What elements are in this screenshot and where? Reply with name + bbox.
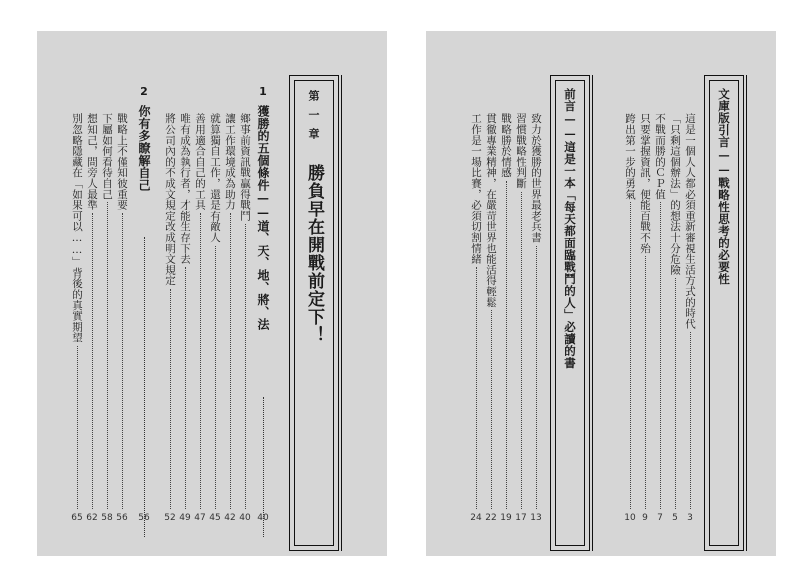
toc-entry[interactable] bbox=[500, 113, 512, 511]
toc-entry-text: 習慣戰略性判斷 bbox=[515, 113, 527, 189]
left-page bbox=[37, 31, 387, 556]
toc-entry-text: 將公司內的不成文規定改成明文規定 bbox=[164, 113, 176, 286]
toc-entry-text: 唯有成為執行者，才能生存下去 bbox=[179, 113, 191, 265]
dot-leader bbox=[506, 181, 507, 509]
dot-leader bbox=[690, 332, 691, 509]
toc-entry-text: 貫徹專業精神，在嚴苛世界也能活得輕鬆 bbox=[485, 113, 497, 308]
toc-entry[interactable] bbox=[209, 113, 221, 511]
toc-entry-page: 62 bbox=[86, 513, 98, 523]
toc-entry[interactable] bbox=[654, 113, 666, 511]
toc-entry-page: 65 bbox=[71, 513, 83, 523]
dot-leader bbox=[122, 213, 123, 509]
toc-entry-page: 10 bbox=[624, 513, 636, 523]
toc-entry-text: 致力於獲勝的世界最老兵書 bbox=[530, 113, 542, 243]
toc-entry-page: 56 bbox=[116, 513, 128, 523]
toc-entry-page: 19 bbox=[500, 513, 512, 523]
toc-entry[interactable] bbox=[101, 113, 113, 511]
dot-leader bbox=[170, 289, 171, 509]
dot-leader bbox=[245, 224, 246, 509]
right-page bbox=[426, 31, 776, 556]
toc-entry[interactable] bbox=[194, 113, 206, 511]
toc-entry-page: 42 bbox=[224, 513, 236, 523]
toc-entry-page: 49 bbox=[179, 513, 191, 523]
toc-entry-text: 別忽略隱藏在「如果可以……」背後的真實期望 bbox=[71, 113, 83, 343]
section-heading: 前言——這是一本「每天都面臨戰鬥的人」必讀的書 bbox=[563, 88, 577, 369]
toc-entry[interactable] bbox=[669, 113, 681, 511]
toc-entry-page: 17 bbox=[515, 513, 527, 523]
dot-leader bbox=[77, 346, 78, 509]
toc-entry-page: 52 bbox=[164, 513, 176, 523]
toc-entry[interactable] bbox=[515, 113, 527, 511]
toc-entry-text: 就算獨自工作，還是有敵人 bbox=[209, 113, 221, 243]
toc-entry[interactable] bbox=[639, 113, 651, 511]
toc-entry-page: 40 bbox=[239, 513, 251, 523]
toc-entry[interactable] bbox=[86, 113, 98, 511]
dot-leader bbox=[476, 267, 477, 509]
toc-entry-text: 讓工作環境成為助力 bbox=[224, 113, 236, 211]
toc-entry-text: 不戰而勝的ＣＰ值 bbox=[654, 113, 666, 200]
toc-entry-page: 58 bbox=[101, 513, 113, 523]
toc-entry-text: 下屬如何看待自己 bbox=[101, 113, 113, 200]
toc-entry-text: 只要掌握資訊，便能百戰不殆 bbox=[639, 113, 651, 254]
dot-leader bbox=[185, 267, 186, 509]
chapter-title-box bbox=[289, 75, 339, 551]
toc-entry[interactable] bbox=[530, 113, 542, 511]
section-title-box bbox=[550, 75, 590, 551]
toc-entry-page: 47 bbox=[194, 513, 206, 523]
dot-leader bbox=[630, 202, 631, 509]
toc-entry[interactable] bbox=[71, 113, 83, 511]
page-number: 56 bbox=[138, 513, 150, 523]
toc-entry-text: 想知己，問旁人最準 bbox=[86, 113, 98, 211]
toc-entry[interactable] bbox=[224, 113, 236, 511]
section-number: 2 bbox=[140, 85, 148, 98]
dot-leader bbox=[107, 202, 108, 509]
toc-entry-page: 24 bbox=[470, 513, 482, 523]
toc-entry-page: 22 bbox=[485, 513, 497, 523]
toc-entry[interactable] bbox=[164, 113, 176, 511]
toc-entry-text: 這是一個人人都必須重新審視生活方式的時代 bbox=[684, 113, 696, 329]
toc-entry-text: 善用適合自己的工具 bbox=[194, 113, 206, 211]
section-heading: 文庫版引言——戰略性思考的必要性 bbox=[717, 88, 731, 285]
section-heading: 你有多瞭解自己 bbox=[137, 105, 151, 192]
dot-leader bbox=[92, 213, 93, 509]
toc-entry[interactable] bbox=[485, 113, 497, 511]
toc-entry-page: 13 bbox=[530, 513, 542, 523]
toc-entry[interactable] bbox=[239, 113, 251, 511]
dot-leader bbox=[675, 278, 676, 509]
section-heading-leader bbox=[144, 237, 145, 537]
toc-entry-page: 45 bbox=[209, 513, 221, 523]
toc-entry-page: 3 bbox=[687, 513, 693, 523]
toc-entry-page: 7 bbox=[657, 513, 663, 523]
toc-entry[interactable] bbox=[179, 113, 191, 511]
section-number: 1 bbox=[259, 85, 267, 98]
dot-leader bbox=[215, 246, 216, 509]
section-heading: 獲勝的五個條件——道、天、地、將、法 bbox=[256, 105, 270, 331]
chapter-label: 第一章 bbox=[307, 90, 320, 147]
toc-entry-page: 5 bbox=[672, 513, 678, 523]
dot-leader bbox=[491, 310, 492, 509]
section-title-box bbox=[704, 75, 744, 551]
toc-entry-text: 「只剩這個辦法」的想法十分危險 bbox=[669, 113, 681, 275]
toc-entry-text: 鄉事前資訊戰贏得戰鬥 bbox=[239, 113, 251, 221]
toc-entry[interactable] bbox=[116, 113, 128, 511]
dot-leader bbox=[230, 213, 231, 509]
toc-entry-text: 工作是一場比賽，必須切割情緒 bbox=[470, 113, 482, 265]
toc-entry-text: 戰略勝於情感 bbox=[500, 113, 512, 178]
toc-entry-text: 戰略上不僅知彼重要 bbox=[116, 113, 128, 211]
dot-leader bbox=[200, 213, 201, 509]
dot-leader bbox=[645, 256, 646, 509]
dot-leader bbox=[536, 246, 537, 509]
page-number: 40 bbox=[257, 513, 269, 523]
toc-entry[interactable] bbox=[684, 113, 696, 511]
dot-leader bbox=[660, 202, 661, 509]
chapter-title: 勝負早在開戰前定下！ bbox=[304, 164, 324, 344]
toc-entry-text: 跨出第一步的勇氣 bbox=[624, 113, 636, 200]
dot-leader bbox=[521, 192, 522, 509]
toc-entry[interactable] bbox=[470, 113, 482, 511]
toc-entry-page: 9 bbox=[642, 513, 648, 523]
toc-entry[interactable] bbox=[624, 113, 636, 511]
